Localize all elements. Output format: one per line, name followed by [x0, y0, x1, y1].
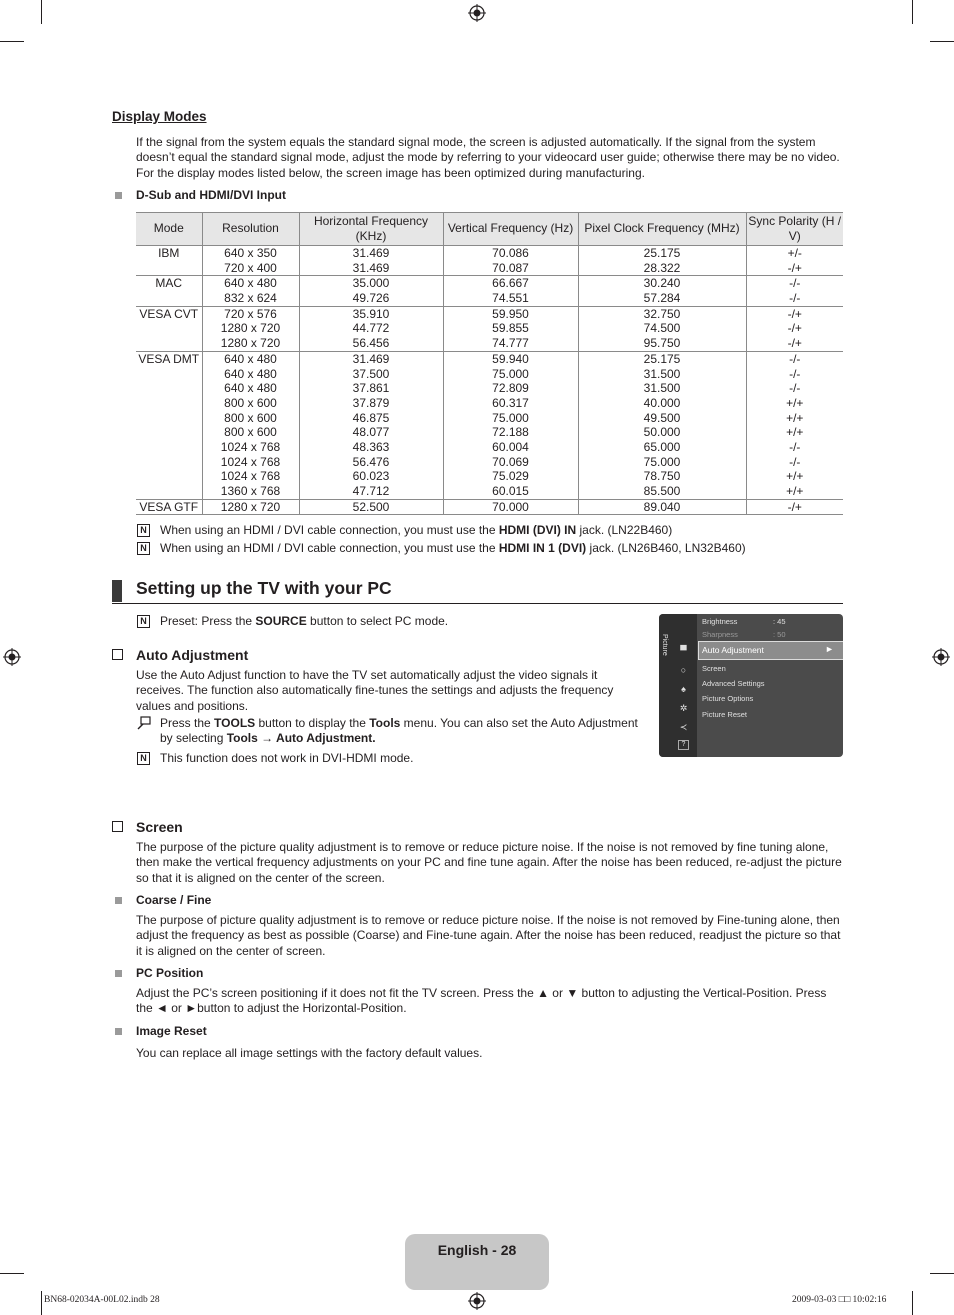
cell-value: 25.175 — [643, 246, 681, 260]
image-reset-title: Image Reset — [136, 1024, 207, 1038]
registration-mark-icon — [932, 648, 950, 666]
table-cell — [746, 499, 843, 515]
cell-value: -/- — [789, 276, 801, 291]
cell-value: 50.000 — [643, 425, 681, 440]
osd-item: Advanced Settings — [702, 679, 765, 688]
checkbox-bullet — [112, 821, 123, 832]
cell-value: 59.950 — [492, 306, 529, 321]
cell-value: +/- — [787, 246, 802, 260]
osd-item: Screen — [702, 664, 726, 673]
cell-value: 60.004 — [492, 439, 529, 454]
crop-mark — [912, 0, 913, 24]
pc-position-text: Adjust the PC’s screen positioning if it does not fit the TV screen. Press the ▲ or ▼ button to adjusting the Vertical-Position. Press the ◄ or ►button to adjust the Horizontal-Position. — [136, 986, 827, 1016]
table-cell — [578, 351, 746, 499]
display-modes-heading: Display Modes — [112, 109, 207, 124]
cell-value: 640 x 480 — [224, 351, 277, 366]
crop-mark — [930, 1273, 954, 1274]
table-row — [136, 276, 843, 306]
cell-value: 74.777 — [492, 336, 529, 351]
table-row — [136, 246, 843, 276]
cell-value: 25.175 — [643, 351, 681, 366]
picture-icon: ▀ — [680, 645, 687, 655]
cell-value: 75.000 — [492, 366, 529, 381]
table-cell — [443, 306, 578, 351]
cell-value: 800 x 600 — [224, 395, 277, 410]
osd-sharpness-label: Sharpness — [702, 630, 738, 639]
cell-value: 1280 x 720 — [220, 321, 281, 336]
column-header: Sync Polarity (H / V) — [746, 213, 843, 246]
table-cell — [299, 351, 443, 499]
cell-value: -/+ — [787, 306, 802, 321]
section-divider — [112, 603, 843, 604]
cell-value: +/+ — [786, 425, 804, 440]
osd-selected-label: Auto Adjustment — [702, 645, 764, 655]
cell-value: 66.667 — [492, 276, 529, 291]
table-cell — [746, 306, 843, 351]
pc-position-title: PC Position — [136, 966, 204, 980]
bullet-square — [115, 192, 122, 199]
section-title: Setting up the TV with your PC — [136, 578, 392, 598]
cell-value: 31.469 — [352, 246, 390, 260]
coarse-fine-text: The purpose of picture quality adjustment is to remove or reduce picture noise. If the noise is not removed by Fine-tuning alone, then adjust the frequency as best as possible (Coarse) and Fine-tune again. After the noise has been reduced, readjust the picture so that it is aligned on the center of screen. — [136, 913, 841, 958]
crop-mark — [912, 1291, 913, 1315]
cell-value: 800 x 600 — [224, 425, 277, 440]
cell-value: -/+ — [787, 260, 802, 275]
table-header-row — [136, 213, 843, 246]
cell-value: 72.188 — [492, 425, 529, 440]
table-cell — [299, 246, 443, 276]
cell-value: 75.000 — [643, 454, 681, 469]
cell-value: 52.500 — [352, 499, 390, 514]
cell-value: 78.750 — [643, 469, 681, 484]
crop-mark — [41, 0, 42, 24]
note-icon: N — [137, 542, 150, 555]
column-header: Resolution — [202, 213, 299, 246]
column-header: Vertical Frequency (Hz) — [443, 213, 578, 246]
cell-value: -/+ — [787, 499, 802, 514]
cell-value: +/+ — [786, 395, 804, 410]
cell-value: 800 x 600 — [224, 410, 277, 425]
cell-value: -/- — [789, 439, 801, 454]
cell-value: 31.500 — [643, 381, 681, 396]
auto-adjustment-text: Use the Auto Adjust function to have the TV set automatically adjust the video signals it receives. The function also automatically fine-tunes the settings and adjusts the frequency values and positions. — [136, 668, 614, 713]
table-cell — [746, 351, 843, 499]
sound-icon: ○ — [680, 665, 687, 675]
print-slug-left: BN68-02034A-00L02.indb 28 — [44, 1295, 160, 1305]
cell-value: -/- — [789, 381, 801, 396]
cell-value: 35.910 — [352, 306, 390, 321]
cell-value: 89.040 — [643, 499, 681, 514]
column-header: Pixel Clock Frequency (MHz) — [578, 213, 746, 246]
cell-value: 1360 x 768 — [220, 484, 281, 498]
hdmi-note-2: When using an HDMI / DVI cable connection, you must use the HDMI IN 1 (DVI) jack. (LN26B460, LN32B460) — [160, 541, 746, 555]
osd-item: Picture Reset — [702, 710, 748, 719]
cell-value: 1024 x 768 — [220, 439, 281, 454]
image-reset-text: You can replace all image settings with the factory default values. — [136, 1046, 483, 1060]
cell-value: 70.086 — [492, 246, 529, 260]
crop-mark — [41, 1291, 42, 1315]
section-marker — [112, 580, 122, 602]
table-cell — [443, 351, 578, 499]
cell-value: 720 x 576 — [224, 306, 277, 321]
table-cell — [202, 499, 299, 515]
cell-value: +/+ — [786, 410, 804, 425]
cell-value: 49.726 — [352, 291, 390, 306]
cell-value: 1280 x 720 — [220, 336, 281, 351]
cell-value: 32.750 — [643, 306, 681, 321]
cell-value: 40.000 — [643, 395, 681, 410]
checkbox-bullet — [112, 649, 123, 660]
cell-value: -/- — [789, 454, 801, 469]
cell-value: 60.317 — [492, 395, 529, 410]
print-slug-right: 2009-03-03 □□ 10:02:16 — [792, 1295, 887, 1305]
cell-value: 31.500 — [643, 366, 681, 381]
osd-item: Picture Options — [702, 694, 754, 703]
display-modes-table — [136, 212, 843, 515]
note-icon: N — [137, 752, 150, 765]
channel-icon: ♠ — [681, 684, 686, 694]
table-cell — [746, 276, 843, 306]
cell-value: 720 x 400 — [224, 260, 277, 275]
setup-icon: ✲ — [679, 703, 688, 713]
table-row — [136, 499, 843, 515]
mode-cell: IBM — [136, 246, 202, 276]
crop-mark — [0, 41, 24, 42]
preset-note: Preset: Press the SOURCE button to select PC mode. — [160, 614, 449, 628]
cell-value: 1024 x 768 — [220, 469, 281, 484]
registration-mark-icon — [468, 1292, 486, 1310]
cell-value: -/- — [789, 291, 801, 306]
crop-mark — [930, 41, 954, 42]
column-header: Mode — [136, 213, 202, 246]
screen-title: Screen — [136, 819, 183, 835]
cell-value: 65.000 — [643, 439, 681, 454]
cell-value: 75.000 — [492, 410, 529, 425]
dvi-hdmi-note: This function does not work in DVI-HDMI mode. — [160, 751, 414, 765]
cell-value: 48.077 — [352, 425, 390, 440]
cell-value: 640 x 480 — [224, 381, 277, 396]
cell-value: 47.712 — [352, 484, 390, 498]
page-number: English - 28 — [437, 1242, 517, 1258]
cell-value: 56.456 — [352, 336, 390, 351]
cell-value: 70.087 — [492, 260, 529, 275]
table-row — [136, 351, 843, 499]
cell-value: 59.940 — [492, 351, 529, 366]
cell-value: +/+ — [786, 469, 804, 484]
cell-value: 95.750 — [643, 336, 681, 351]
cell-value: 1280 x 720 — [220, 499, 281, 514]
table-cell — [443, 246, 578, 276]
cell-value: 46.875 — [352, 410, 390, 425]
table-cell — [202, 306, 299, 351]
cell-value: 85.500 — [643, 484, 681, 498]
cell-value: 72.809 — [492, 381, 529, 396]
tools-note: Press the TOOLS button to display the Tools menu. You can also set the Auto Adjustment by selecting Tools → Auto Adjustment. — [160, 716, 638, 746]
osd-brightness-value: : 45 — [773, 617, 786, 626]
table-cell — [299, 276, 443, 306]
table-cell — [299, 306, 443, 351]
note-icon: N — [137, 524, 150, 537]
cell-value: 832 x 624 — [224, 291, 277, 306]
cell-value: 56.476 — [352, 454, 390, 469]
cell-value: 640 x 350 — [224, 246, 277, 260]
mode-cell: VESA CVT — [136, 306, 202, 351]
table-cell — [443, 499, 578, 515]
crop-mark — [0, 1273, 24, 1274]
cell-value: 640 x 480 — [224, 366, 277, 381]
cell-value: 31.469 — [352, 351, 390, 366]
osd-menu-screenshot — [659, 614, 843, 757]
cell-value: 60.023 — [352, 469, 390, 484]
cell-value: -/- — [789, 366, 801, 381]
osd-side-label: Picture — [661, 634, 668, 656]
cell-value: 28.322 — [643, 260, 681, 275]
display-modes-intro: If the signal from the system equals the standard signal mode, the screen is adjusted automatically. If the signal from the system doesn’t equal the standard signal mode, adjust the mode by referring to your videocard user guide; otherwise there may be no video. For the display modes listed below, the screen image has been optimized during manufacturing. — [136, 135, 840, 180]
cell-value: 49.500 — [643, 410, 681, 425]
cell-value: 57.284 — [643, 291, 681, 306]
cell-value: 74.500 — [643, 321, 681, 336]
cell-value: 74.551 — [492, 291, 529, 306]
cell-value: 31.469 — [352, 260, 390, 275]
cell-value: 37.861 — [352, 381, 390, 396]
cell-value: 59.855 — [492, 321, 529, 336]
table-cell — [299, 499, 443, 515]
cell-value: 35.000 — [352, 276, 390, 291]
table-cell — [202, 246, 299, 276]
coarse-fine-title: Coarse / Fine — [136, 893, 212, 907]
cell-value: 37.500 — [352, 366, 390, 381]
hdmi-note-1: When using an HDMI / DVI cable connection, you must use the HDMI (DVI) IN jack. (LN22B460) — [160, 523, 673, 537]
table-cell — [578, 306, 746, 351]
registration-mark-icon — [468, 4, 486, 22]
osd-sharpness-value: : 50 — [773, 630, 786, 639]
table-cell — [202, 351, 299, 499]
mode-cell: VESA GTF — [136, 499, 202, 515]
column-header: Horizontal Frequency (KHz) — [299, 213, 443, 246]
mode-cell: MAC — [136, 276, 202, 306]
cell-value: -/+ — [787, 321, 802, 336]
mode-cell: VESA DMT — [136, 351, 202, 499]
bullet-square — [115, 970, 122, 977]
auto-adjustment-title: Auto Adjustment — [136, 647, 249, 663]
osd-arrow-right-icon: ► — [825, 644, 834, 654]
cell-value: 70.069 — [492, 454, 529, 469]
table-cell — [443, 276, 578, 306]
cell-value: 44.772 — [352, 321, 390, 336]
registration-mark-icon — [3, 648, 21, 666]
cell-value: 48.363 — [352, 439, 390, 454]
cell-value: -/- — [789, 351, 801, 366]
cell-value: 60.015 — [492, 484, 529, 498]
bullet-square — [115, 1028, 122, 1035]
osd-brightness-label: Brightness — [702, 617, 738, 626]
tools-icon — [137, 716, 151, 730]
screen-text: The purpose of the picture quality adjustment is to remove or reduce picture noise. If the noise is not removed by fine tuning alone, then make the vertical frequency adjustments on your PC and fine tune again. After the noise has been reduced, re-adjust the picture so that it is aligned on the center of the screen. — [136, 840, 842, 885]
table-cell — [202, 276, 299, 306]
help-icon: ? — [678, 740, 689, 750]
cell-value: -/+ — [787, 336, 802, 351]
cell-value: 70.000 — [492, 499, 529, 514]
table-cell — [578, 276, 746, 306]
cell-value: 30.240 — [643, 276, 681, 291]
cell-value: 37.879 — [352, 395, 390, 410]
table-cell — [578, 499, 746, 515]
cell-value: 75.029 — [492, 469, 529, 484]
cell-value: 640 x 480 — [224, 276, 277, 291]
cell-value: 1024 x 768 — [220, 454, 281, 469]
cell-value: +/+ — [786, 484, 804, 498]
dsub-label: D-Sub and HDMI/DVI Input — [136, 188, 286, 202]
input-icon: ≺ — [679, 722, 688, 732]
bullet-square — [115, 897, 122, 904]
note-icon: N — [137, 615, 150, 628]
table-row — [136, 306, 843, 351]
table-cell — [578, 246, 746, 276]
table-cell — [746, 246, 843, 276]
